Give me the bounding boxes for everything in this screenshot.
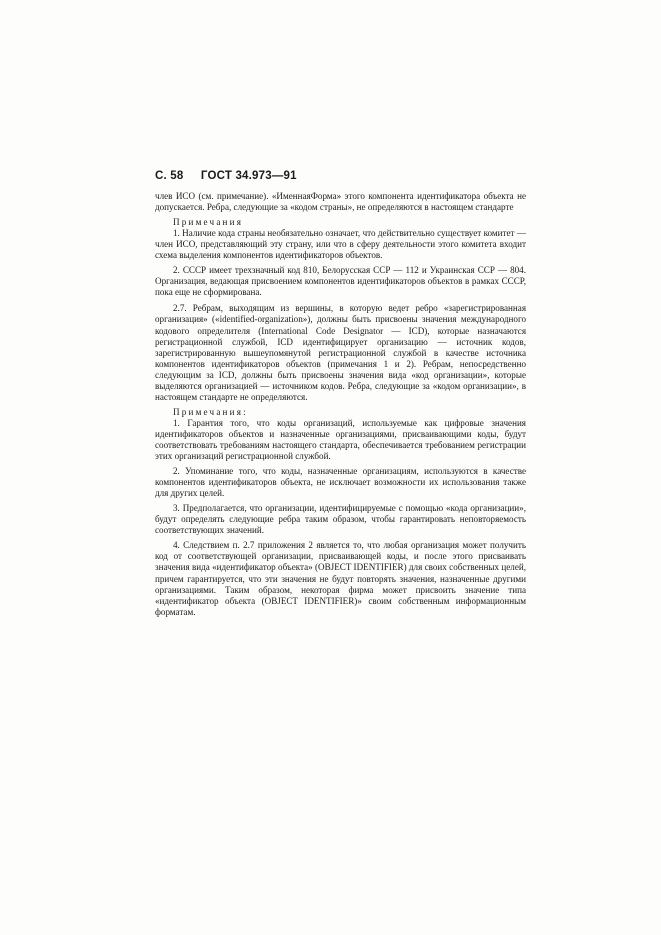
- note-3-assumption: 3. Предполагается, что организации, идентифицируемые с помощью «кода организации», будут определять следующие ребра таким образом, чтобы гарантировать неповторяемость соответствующих значений.: [155, 503, 526, 536]
- standard-designation: ГОСТ 34.973—91: [200, 170, 297, 182]
- clause-2-7: 2.7. Ребрам, выходящим из вершины, в которую ведет ребро «зарегистрированная организация» («identified-organization»), должны быть присвоены значения международного кодового определителя (International Code Designator — ICD), которые назначаются регистрационной службой, ICD идентифицирует организацию — источник кодов, зарегистрированную вышеупомянутой регистрационной службой в качестве источника компонентов идентификаторов объектов (примечания 1 и 2). Ребрам, непосредственно следующим за ICD, должны быть присвоены значения вида «код организации», которые выделяются организацией — источником кодов. Ребра, следующие за «кодом организации», в настоящем стандарте не определяются.: [155, 303, 526, 402]
- notes-heading-1: Примечания: [173, 217, 244, 228]
- note-1-guarantee: 1. Гарантия того, что коды организаций, используемые как цифровые значения идентификаторов объектов и назначенные организациями, присваивающими коды, будут соответствовать требованиям настоящего стандарта, обеспечивается требованием регистрации этих организаций регистрационной службой.: [155, 417, 526, 462]
- page-number: С. 58: [155, 170, 184, 182]
- note-1-country-code: 1. Наличие кода страны необязательно означает, что действительно существует комитет — член ИСО, представляющий эту страну, или что в сферу деятельности этого комитета входит схема выделения компонентов идентификаторов объектов.: [155, 228, 526, 261]
- note-2-mention: 2. Упоминание того, что коды, назначенные организациям, используются в качестве компонентов идентификаторов объекта, не исключает возможности их использования также для других целей.: [155, 466, 526, 499]
- notes-heading-2: Примечания:: [173, 406, 248, 417]
- note-2-ussr-code: 2. СССР имеет трехзначный код 810, Белорусская ССР — 112 и Украинская ССР — 804. Организация, ведающая присвоением компонентов идентификаторов объектов в рамках СССР, пока еще не сформирована.: [155, 265, 526, 298]
- note-4-consequence: 4. Следствием п. 2.7 приложения 2 является то, что любая организация может получить код от соответствующей организации, присваивающей коды, и после этого присваивать значения вида «идентификатор объекта» (OBJECT IDENTIFIER) для своих собственных целей, причем гарантируется, что эти значения не будут повторять значения, назначенные другими организациями. Таким образом, некоторая фирма может присвоить значение типа «идентификатор объекта (OBJECT IDENTIFIER)» своим собственным информационным форматам.: [155, 540, 526, 617]
- document-body: [155, 191, 526, 618]
- page-header: [155, 170, 297, 182]
- paragraph-continuation: члев ИСО (см. примечание). «ИменнаяФорма» этого компонента идентификатора объекта не допускается. Ребра, следующие за «кодом страны», не определяются в настоящем стандарте: [155, 191, 526, 213]
